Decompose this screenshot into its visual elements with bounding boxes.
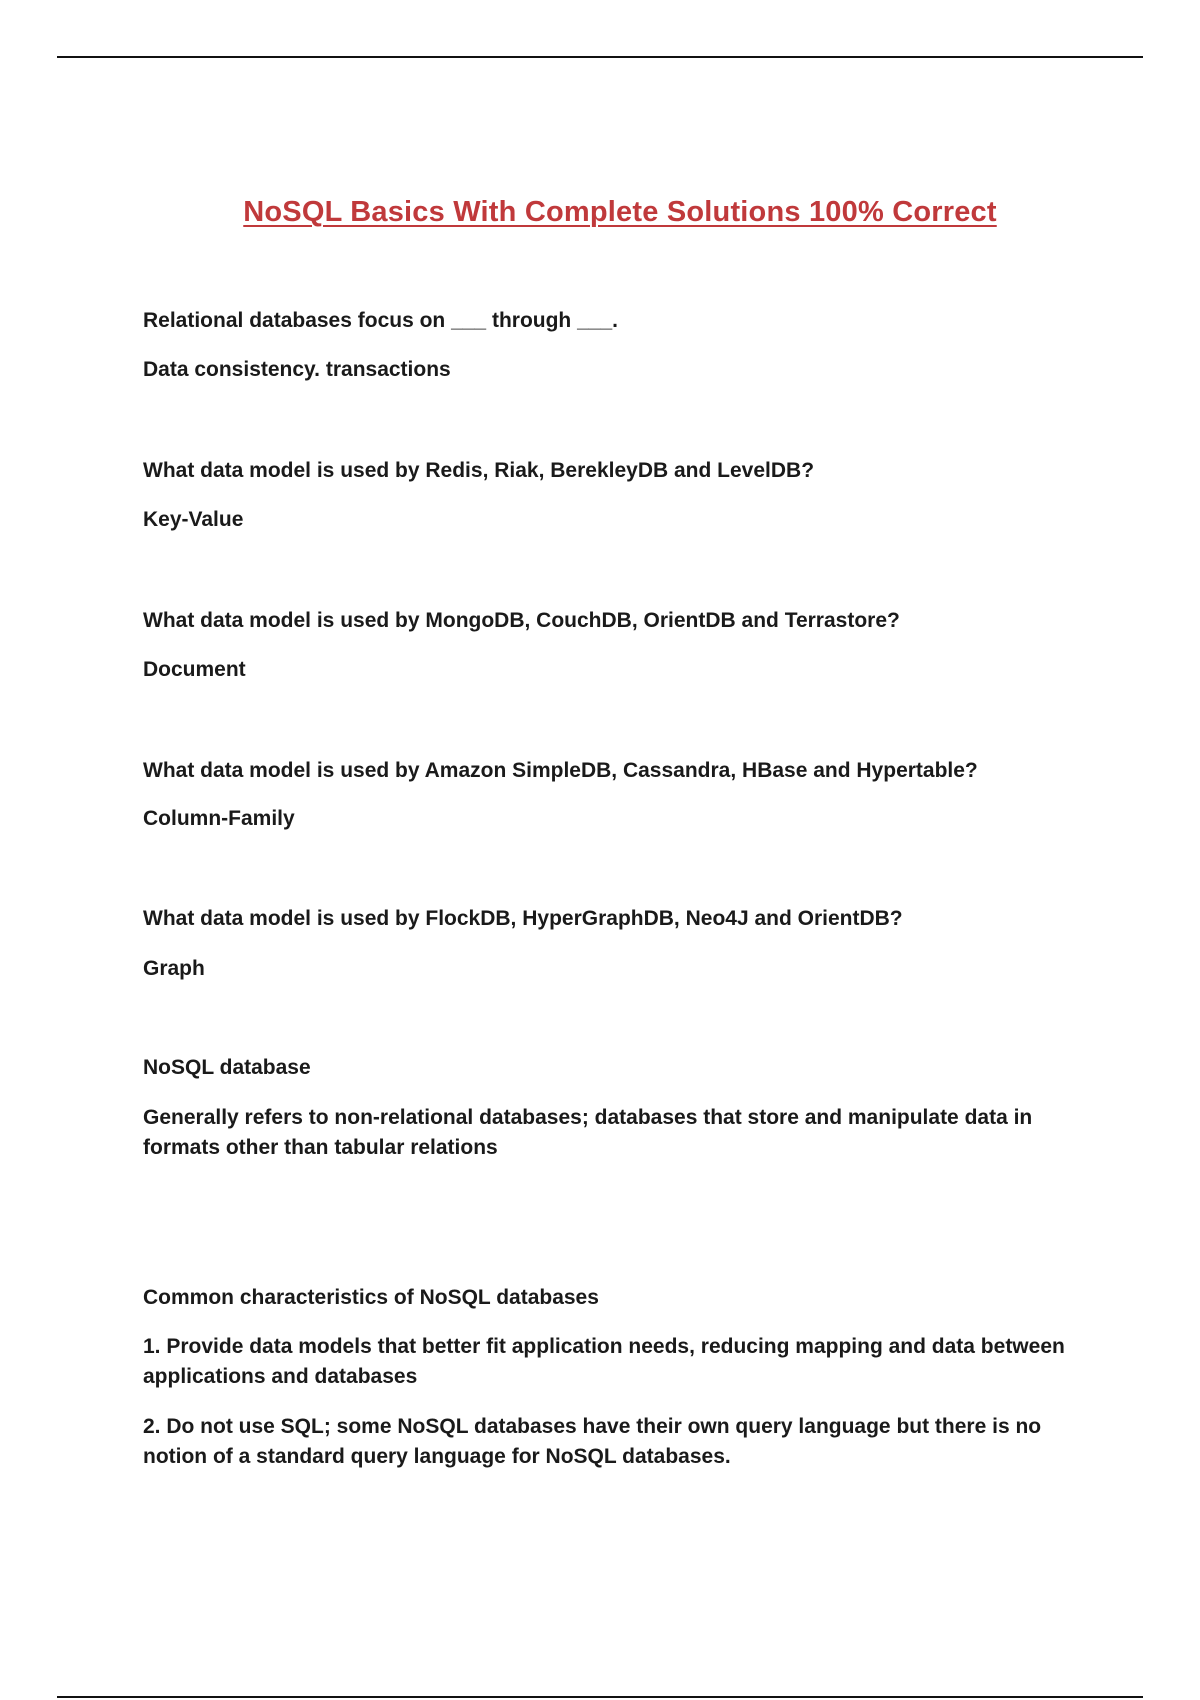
answer-4: Column-Family (143, 807, 295, 830)
question-1: Relational databases focus on ___ through ___. (143, 309, 618, 332)
question-6: NoSQL database (143, 1056, 311, 1079)
answer-7-item-1: 1. Provide data models that better fit application needs, reducing mapping and data between applications and databases (143, 1335, 1065, 1388)
question-2: What data model is used by Redis, Riak, BerekleyDB and LevelDB? (143, 459, 815, 482)
page-title: NoSQL Basics With Complete Solutions 100% Correct (243, 196, 997, 228)
answer-6: Generally refers to non-relational databases; databases that store and manipulate data in formats other than tabular relations (143, 1106, 1033, 1159)
answer-5: Graph (143, 957, 205, 980)
question-7: Common characteristics of NoSQL databases (143, 1286, 599, 1309)
question-5: What data model is used by FlockDB, HyperGraphDB, Neo4J and OrientDB? (143, 907, 903, 930)
question-4: What data model is used by Amazon SimpleDB, Cassandra, HBase and Hypertable? (143, 759, 978, 782)
top-divider (57, 56, 1143, 58)
answer-2: Key-Value (143, 508, 244, 531)
bottom-divider (57, 1696, 1143, 1698)
answer-3: Document (143, 658, 246, 681)
question-3: What data model is used by MongoDB, CouchDB, OrientDB and Terrastore? (143, 609, 900, 632)
answer-1: Data consistency. transactions (143, 358, 451, 381)
answer-7-item-2: 2. Do not use SQL; some NoSQL databases have their own query language but there is no notion of a standard query language for NoSQL databases. (143, 1415, 1042, 1468)
